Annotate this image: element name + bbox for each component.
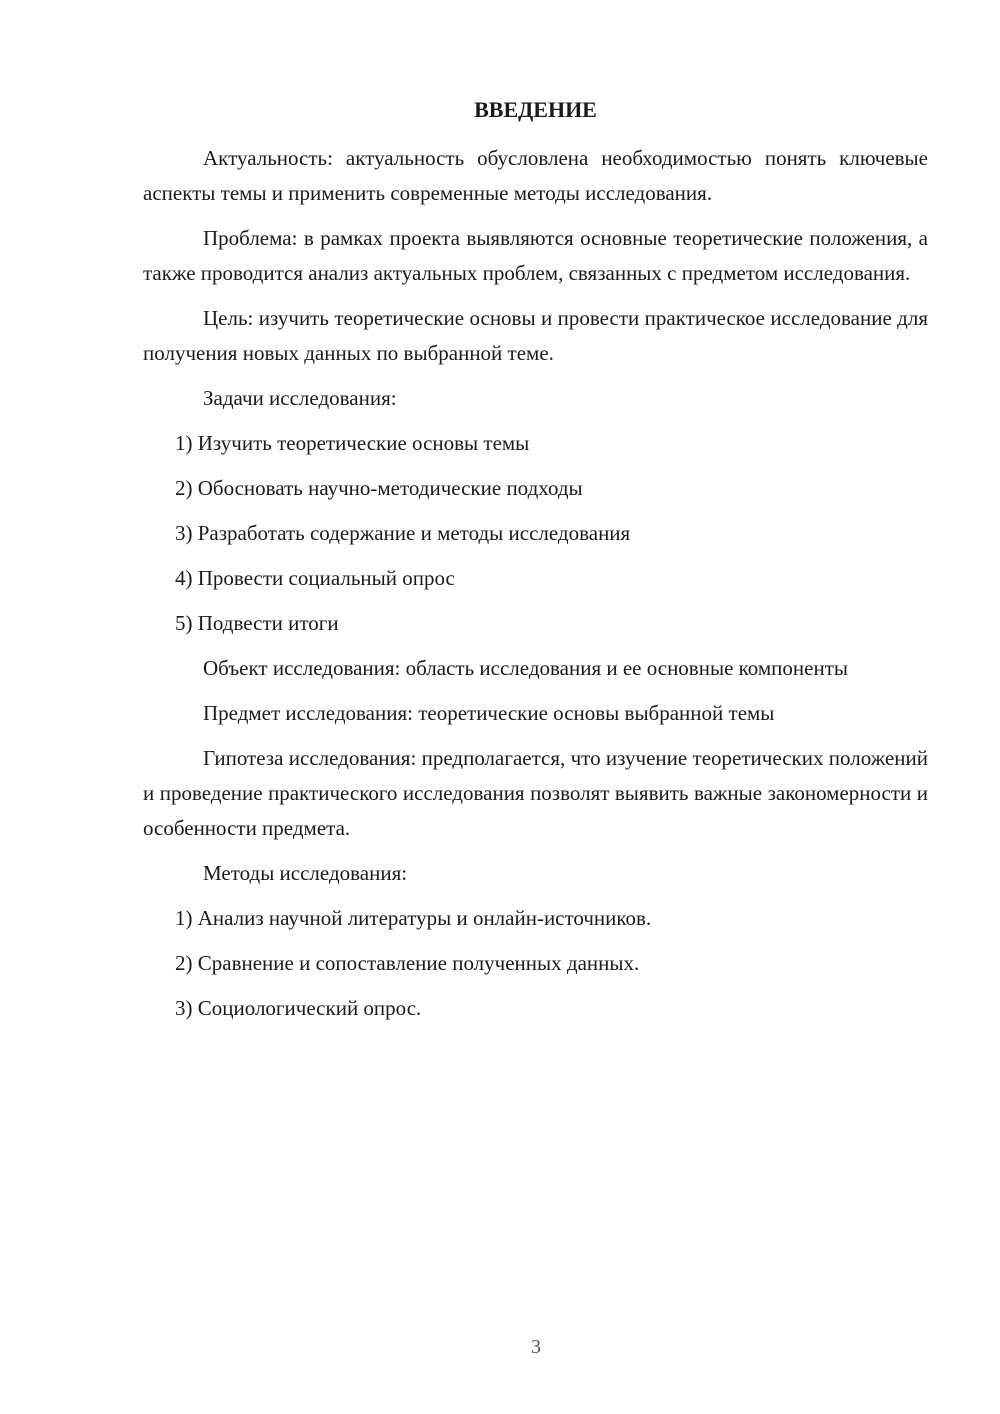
list-item: 5) Подвести итоги <box>175 611 339 635</box>
list-item: 2) Сравнение и сопоставление полученных данных. <box>175 951 640 975</box>
subject-paragraph: Предмет исследования: теоретические основы выбранной темы <box>203 701 775 725</box>
list-item: 1) Анализ научной литературы и онлайн-источников. <box>175 906 652 930</box>
list-item: 2) Обосновать научно-методические подходы <box>175 476 583 500</box>
list-item: 4) Провести социальный опрос <box>175 566 455 590</box>
list-item: 3) Разработать содержание и методы исследования <box>175 521 631 545</box>
goal-paragraph: Цель: изучить теоретические основы и провести практическое исследование для получения новых данных по выбранной теме. <box>143 306 928 365</box>
object-paragraph: Объект исследования: область исследования и ее основные компоненты <box>203 656 848 680</box>
page-content <box>143 95 928 1036</box>
hypothesis-paragraph: Гипотеза исследования: предполагается, что изучение теоретических положений и проведение практического исследования позволят выявить важные закономерности и особенности предмета. <box>143 746 928 840</box>
problem-paragraph: Проблема: в рамках проекта выявляются основные теоретические положения, а также проводится анализ актуальных проблем, связанных с предметом исследования. <box>143 226 928 285</box>
tasks-heading: Задачи исследования: <box>203 386 397 410</box>
methods-list <box>143 901 928 1026</box>
methods-heading: Методы исследования: <box>203 861 408 885</box>
tasks-list <box>143 426 928 641</box>
section-title: ВВЕДЕНИЕ <box>474 97 597 122</box>
relevance-paragraph: Актуальность: актуальность обусловлена необходимостью понять ключевые аспекты темы и применить современные методы исследования. <box>143 146 928 205</box>
list-item: 1) Изучить теоретические основы темы <box>175 431 530 455</box>
list-item: 3) Социологический опрос. <box>175 996 422 1020</box>
page-number: 3 <box>531 1336 541 1358</box>
